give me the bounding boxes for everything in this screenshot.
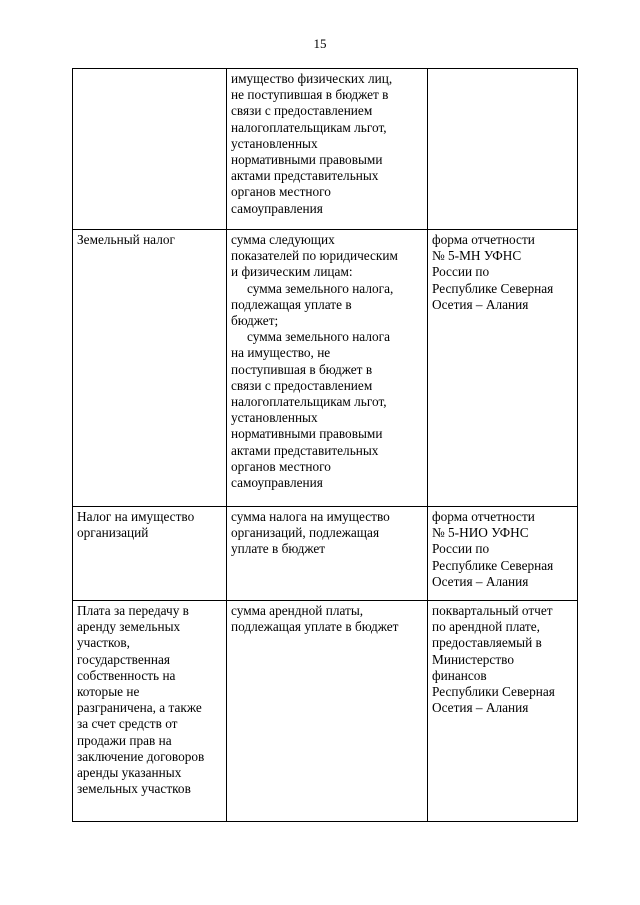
cell-text-line: сумма земельного налога bbox=[247, 329, 390, 345]
data-source-cell bbox=[428, 69, 578, 230]
cell-text-line: России по bbox=[432, 264, 490, 280]
cell-text-line: земельных участков bbox=[77, 781, 191, 797]
indicator-cell bbox=[227, 69, 428, 230]
cell-text-line: Республике Северная bbox=[432, 557, 554, 573]
cell-text-line: самоуправления bbox=[231, 200, 323, 216]
cell-text-line: разграничена, а также bbox=[77, 700, 202, 716]
cell-text-line: показателей по юридическим bbox=[231, 248, 398, 264]
cell-text-line: сумма налога на имущество bbox=[231, 509, 390, 524]
indicator-cell bbox=[227, 601, 428, 822]
cell-text-line: Осетия – Алания bbox=[432, 700, 529, 716]
indicator-cell bbox=[227, 230, 428, 507]
table-row bbox=[73, 507, 578, 601]
table-row bbox=[73, 601, 578, 822]
cell-text-line: которые не bbox=[77, 684, 140, 700]
cell-text-line: установленных bbox=[231, 410, 318, 426]
revenue-sources-table bbox=[72, 68, 578, 822]
data-source-cell bbox=[428, 230, 578, 507]
tax-name-cell bbox=[73, 507, 227, 601]
cell-text-line: бюджет; bbox=[231, 313, 279, 329]
data-source-cell bbox=[428, 507, 578, 601]
cell-text-line: актами представительных bbox=[231, 168, 379, 184]
cell-text-line: участков, bbox=[77, 635, 130, 651]
cell-text-line: аренду земельных bbox=[77, 619, 181, 635]
cell-text-line: уплате в бюджет bbox=[231, 541, 326, 557]
cell-text-line: сумма следующих bbox=[231, 232, 335, 247]
cell-text-line: № 5-МН УФНС bbox=[432, 248, 522, 264]
cell-text-line: сумма арендной платы, bbox=[231, 603, 364, 618]
cell-text-line: России по bbox=[432, 541, 490, 557]
tax-name-cell bbox=[73, 69, 227, 230]
table-row bbox=[73, 69, 578, 230]
cell-text-line: форма отчетности bbox=[432, 232, 535, 247]
cell-text-line: на имущество, не bbox=[231, 345, 331, 361]
cell-text-line: подлежащая уплате в bbox=[231, 296, 352, 312]
cell-text-line: по арендной плате, bbox=[432, 619, 540, 635]
cell-text-line: Осетия – Алания bbox=[432, 296, 529, 312]
cell-text-line: органов местного bbox=[231, 458, 331, 474]
cell-text-line: собственность на bbox=[77, 667, 176, 683]
cell-text-line: продажи прав на bbox=[77, 732, 172, 748]
cell-text-line: подлежащая уплате в бюджет bbox=[231, 619, 399, 635]
cell-text-line: связи с предоставлением bbox=[231, 377, 373, 393]
cell-text-line: Налог на имущество bbox=[77, 509, 195, 524]
cell-text-line: не поступившая в бюджет в bbox=[231, 87, 389, 103]
cell-text-line: Плата за передачу в bbox=[77, 603, 189, 618]
table-body bbox=[73, 69, 578, 822]
cell-text-line: предоставляемый в bbox=[432, 635, 542, 651]
cell-text-line: форма отчетности bbox=[432, 509, 535, 524]
cell-text-line: налогоплательщикам льгот, bbox=[231, 119, 387, 135]
cell-text-line: Республики Северная bbox=[432, 684, 555, 700]
cell-text-line: связи с предоставлением bbox=[231, 103, 373, 119]
cell-text-line: нормативными правовыми bbox=[231, 426, 383, 442]
data-source-cell bbox=[428, 601, 578, 822]
table-row bbox=[73, 230, 578, 507]
cell-text-line: налогоплательщикам льгот, bbox=[231, 394, 387, 410]
page-number: 15 bbox=[313, 36, 327, 51]
cell-text-line: актами представительных bbox=[231, 442, 379, 458]
cell-text-line: организаций bbox=[77, 525, 149, 541]
cell-text-line: Осетия – Алания bbox=[432, 573, 529, 589]
cell-text-line: поступившая в бюджет в bbox=[231, 361, 373, 377]
cell-text-line: государственная bbox=[77, 651, 171, 667]
cell-text-line: органов местного bbox=[231, 184, 331, 200]
cell-text-line: аренды указанных bbox=[77, 765, 182, 781]
cell-text-line: сумма земельного налога, bbox=[247, 280, 394, 296]
cell-text-line: организаций, подлежащая bbox=[231, 525, 380, 541]
cell-text-line: имущество физических лиц, bbox=[231, 71, 393, 86]
cell-text-line: заключение договоров bbox=[77, 748, 205, 764]
tax-name-cell bbox=[73, 601, 227, 822]
cell-text-line: финансов bbox=[432, 667, 487, 683]
cell-text-line: Республике Северная bbox=[432, 280, 554, 296]
cell-text-line: за счет средств от bbox=[77, 716, 178, 732]
cell-text-line: поквартальный отчет bbox=[432, 603, 553, 618]
cell-text-line: нормативными правовыми bbox=[231, 152, 383, 168]
cell-text-line: самоуправления bbox=[231, 475, 323, 491]
tax-name-cell bbox=[73, 230, 227, 507]
cell-text-line: установленных bbox=[231, 135, 318, 151]
cell-text-line: и физическим лицам: bbox=[231, 264, 353, 280]
cell-text-line: № 5-НИО УФНС bbox=[432, 525, 529, 541]
cell-text-line: Министерство bbox=[432, 651, 514, 667]
cell-text-line: Земельный налог bbox=[77, 232, 175, 247]
indicator-cell bbox=[227, 507, 428, 601]
